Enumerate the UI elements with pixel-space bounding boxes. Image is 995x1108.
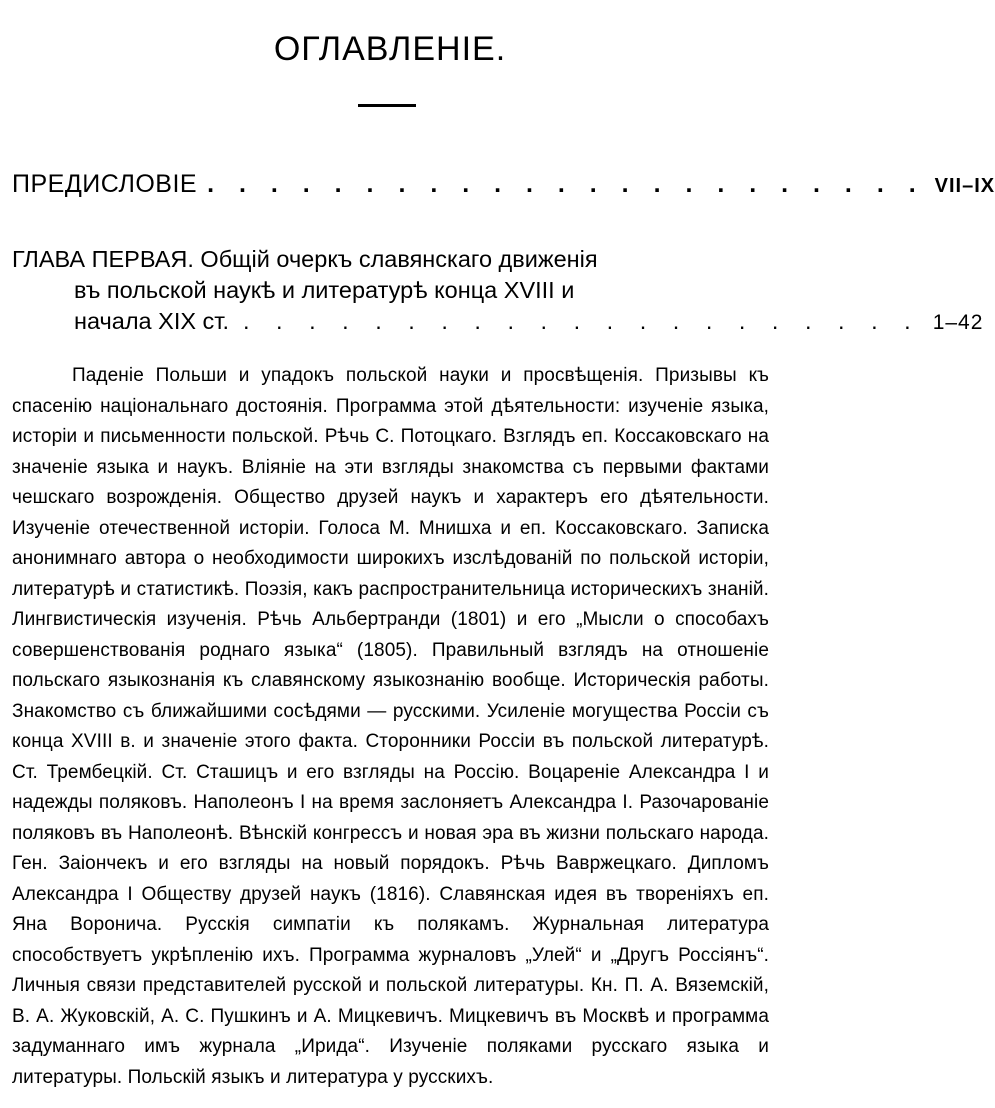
chapter-1-pages: 1–42 xyxy=(932,311,984,334)
toc-entry-chapter-1[interactable] xyxy=(12,244,984,338)
toc-preface-label: ПРЕДИСЛОВІЕ xyxy=(12,170,198,198)
title-divider xyxy=(358,104,416,107)
toc-leader-dots: . . . . . . . . . . . . . . . . . . . . . xyxy=(243,308,921,334)
chapter-1-summary: Паденіе Польши и упадокъ польской науки и просвѣщенія. Призывы къ спасенію національнаго достоянія. Программа этой дѣятельности: изученіе языка, исторіи и письменности польской. Рѣчь С. Потоцкаго. Взглядъ еп. Коссаковскаго на значеніе языка и наукъ. Вліяніе на эти взгляды знакомства съ первыми фактами чешскаго возрожденія. Общество друзей наукъ и характеръ его дѣятельности. Изученіе отечественной исторіи. Голоса М. Мнишха и еп. Коссаковскаго. Записка анонимнаго автора о необходимости широкихъ изслѣдованій по польской исторіи, литературѣ и статистикѣ. Поэзія, какъ распространительница историческихъ знаній. Лингвистическія изученія. Рѣчь Альбертранди (1801) и его „Мысли о способахъ совершенствованія роднаго языка“ (1805). Правильный взглядъ на отношеніе польскаго языкознанія къ славянскому языкознанію вообще. Историческія работы. Знакомство съ ближайшими сосѣдями — русскими. Усиленіе могущества Россіи съ конца XVIII в. и значеніе этого факта. Сторонники Россіи въ польской литературѣ. Ст. Трембецкій. Ст. Сташицъ и его взгляды на Россію. Воцареніе Александра I и надежды поляковъ. Наполеонъ I на время заслоняетъ Александра I. Разочарованіе поляковъ въ Наполеонѣ. Вѣнскій конгрессъ и новая эра въ жизни польскаго народа. Ген. Заіончекъ и его взгляды на новый порядокъ. Рѣчь Вавржецкаго. Дипломъ Александра I Обществу друзей наукъ (1816). Славянская идея въ твореніяхъ еп. Яна Воронича. Русскія симпатіи къ полякамъ. Журнальная литература способствуетъ укрѣпленію ихъ. Программа журналовъ „Улей“ и „Другъ Россіянъ“. Личныя связи представителей русской и польской литературы. Кн. П. А. Вяземскій, В. А. Жуковскій, А. С. Пушкинъ и А. Мицкевичъ. Мицкевичъ въ Москвѣ и программа задуманнаго имъ журнала „Ирида“. Изученіе поляками русскаго языка и литературы. Польскій языкъ и литература у русскихъ. xyxy=(12,365,769,1088)
chapter-1-title-end: начала XIX ст. xyxy=(74,308,229,334)
chapter-1-title-line-3 xyxy=(12,306,984,338)
chapter-1-title-line-1: ГЛАВА ПЕРВАЯ. Общій очеркъ славянскаго движенія xyxy=(12,246,598,272)
toc-leader-dots: . . . . . . . . . . . . . . . . . . . . . . . xyxy=(207,170,925,198)
toc-entry-preface[interactable] xyxy=(12,170,995,199)
page-title: ОГЛАВЛЕНІЕ. xyxy=(273,30,507,68)
chapter-1-title-line-2: въ польской наукѣ и литературѣ конца XVIII и xyxy=(74,277,575,303)
toc-preface-pages: VII–IX xyxy=(934,175,995,197)
